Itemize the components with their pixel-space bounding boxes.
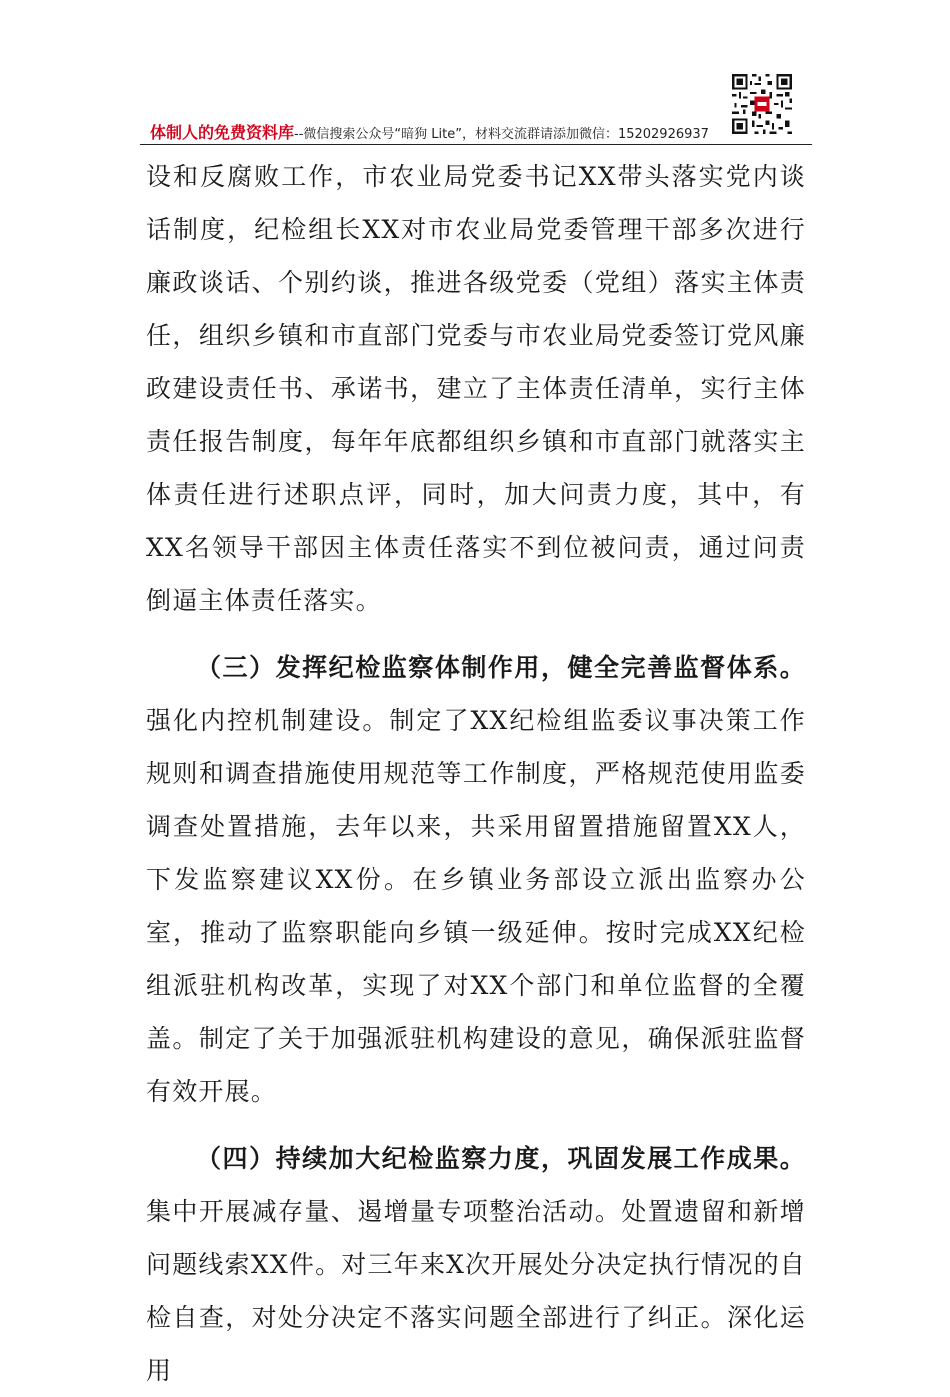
header-divider bbox=[140, 144, 812, 145]
document-body bbox=[146, 150, 806, 1397]
paragraph-text: 集中开展减存量、遏增量专项整治活动。处置遗留和新增问题线索XX件。对三年来X次开展处分决定执行情况的自检自查，对处分决定不落实问题全部进行了纠正。深化运用 bbox=[146, 1197, 806, 1385]
paragraph-continuation bbox=[146, 150, 806, 627]
paragraph-section-four bbox=[146, 1132, 806, 1397]
paragraph-text: 强化内控机制建设。制定了XX纪检组监委议事决策工作规则和调查措施使用规范等工作制度，严格规范使用监委调查处置措施，去年以来，共采用留置措施留置XX人，下发监察建议XX份。在乡镇业务部设立派出监察办公室，推动了监察职能向乡镇一级延伸。按时完成XX纪检组派驻机构改革，实现了对XX个部门和单位监督的全覆盖。制定了关于加强派驻机构建设的意见，确保派驻监督有效开展。 bbox=[146, 706, 806, 1106]
header-brand: 体制人的免费资料库 bbox=[150, 123, 295, 142]
header-note: --微信搜索公众号“暗狗 Lite”，材料交流群请添加微信：15202926937 bbox=[294, 127, 709, 142]
section-heading-three: （三）发挥纪检监察体制作用，健全完善监督体系。 bbox=[196, 653, 806, 682]
section-heading-four: （四）持续加大纪检监察力度，巩固发展工作成果。 bbox=[196, 1144, 806, 1173]
header-text bbox=[150, 124, 709, 144]
paragraph-section-three bbox=[146, 641, 806, 1118]
page-header bbox=[140, 68, 812, 148]
paragraph-text: 设和反腐败工作，市农业局党委书记XX带头落实党内谈话制度，纪检组长XX对市农业局党委管理干部多次进行廉政谈话、个别约谈，推进各级党委（党组）落实主体责任，组织乡镇和市直部门党委与市农业局党委签订党风廉政建设责任书、承诺书，建立了主体责任清单，实行主体责任报告制度，每年年底都组织乡镇和市直部门就落实主体责任进行述职点评，同时，加大问责力度，其中，有XX名领导干部因主体责任落实不到位被问责，通过问责倒逼主体责任落实。 bbox=[146, 162, 806, 615]
qr-code-icon[interactable] bbox=[730, 72, 794, 136]
